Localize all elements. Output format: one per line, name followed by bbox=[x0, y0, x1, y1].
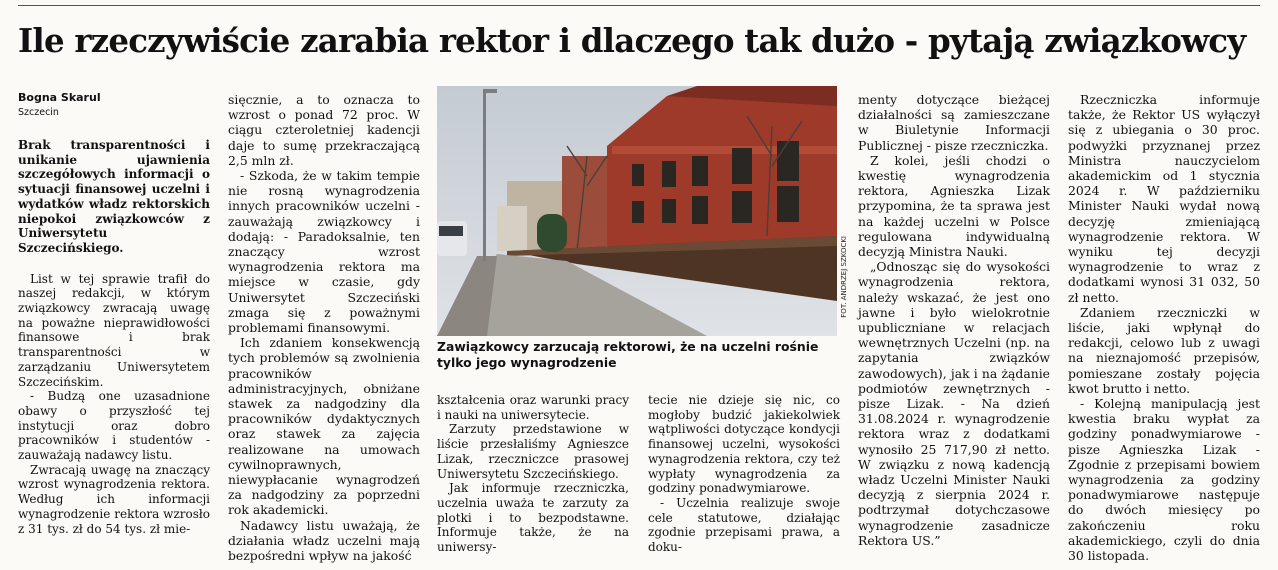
paragraph: Z kolei, jeśli chodzi o kwestię wynagrodzenia rektora, Agnieszka Lizak przypomina, że ta sprawa jest na każdej uczelni w Polsce regulowana indywidualną decyzją Ministra Nauki. bbox=[858, 152, 1050, 260]
paragraph: Jak informuje rzeczniczka, uczelnia uważa te zarzuty za plotki i to bezpodstawne. Informuje także, że na uniwersy- bbox=[437, 481, 629, 555]
paragraph: - Kolejną manipulacją jest kwestia braku wypłat za godziny ponadwymiarowe - pisze Agnieszka Lizak - Zgodnie z przepisami bowiem wynagrodzenia za godziny ponadwymiarowe następuje do dwóch miesięcy po zakończeniu roku akademickiego, czyli do dnia 30 listopada. bbox=[1068, 396, 1260, 564]
column-1 bbox=[18, 90, 210, 536]
paragraph: Nadawcy listu uważają, że działania władz uczelni mają bezpośredni wpływ na jakość bbox=[228, 517, 420, 564]
paragraph: Zarzuty przedstawione w liście przesłaliśmy Agnieszce Lizak, rzeczniczce prasowej Uniwersytetu Szczecińskiego. bbox=[437, 422, 629, 481]
column-6 bbox=[1068, 92, 1260, 563]
paragraph: sięcznie, a to oznacza to wzrost o ponad 72 proc. W ciągu czteroletniej kadencji daje to sumę przekraczającą 2,5 mln zł. bbox=[228, 92, 420, 168]
top-rule bbox=[18, 5, 1260, 6]
paragraph: menty dotyczące bieżącej działalności są zamieszczane w Biuletynie Informacji Publicznej - pisze rzeczniczka. bbox=[858, 92, 1050, 153]
paragraph: Ich zdaniem konsekwencją tych problemów są zwolnienia pracowników administracyjnych, obniżane stawek za nadgodziny dla pracowników dydaktycznych oraz stawek za zajęcia realizowane na umowach cywilnoprawnych, niewypłacanie wynagrodzeń za nadgodziny za poprzedni rok akademicki. bbox=[228, 335, 420, 518]
column-4 bbox=[648, 393, 840, 555]
paragraph: - Szkoda, że w takim tempie nie rosną wynagrodzenia innych pracowników uczelni - zauważają związkowcy i dodają: - Paradoksalnie, ten znaczący wzrost wynagrodzenia rektora ma miejsce w czasie, gdy Uniwersytet Szczeciński zmaga się z poważnymi problemami finansowymi. bbox=[228, 168, 420, 336]
paragraph: List w tej sprawie trafił do naszej redakcji, w którym związkowcy zwracają uwagę na poważne nieprawidłowości finansowe i brak transparentności w zarządzaniu Uniwersytetem Szczecińskim. bbox=[18, 271, 210, 389]
photo-caption: Zawiązkowcy zarzucają rektorowi, że na uczelni rośnie tylko jego wynagrodzenie bbox=[437, 339, 819, 370]
photo-credit: FOT. ANDRZEJ SZKOCKI bbox=[840, 236, 848, 318]
paragraph: tecie nie dzieje się nic, co mogłoby budzić jakiekolwiek wątpliwości dotyczące kondycji finansowej uczelni, wysokości wynagrodzenia rektora, czy też wypłaty wynagrodzenia za godziny ponadwymiarowe. bbox=[648, 393, 840, 496]
headline: Ile rzeczywiście zarabia rektor i dlaczego tak dużo - pytają związkowcy bbox=[18, 21, 1246, 60]
column-2 bbox=[228, 92, 420, 563]
author: Bogna Skarul bbox=[18, 91, 101, 104]
paragraph: - Uczelnia realizuje swoje cele statutowe, działając zgodnie przepisami prawa, a doku- bbox=[648, 495, 840, 555]
university-building-image bbox=[437, 86, 837, 336]
column-3 bbox=[437, 393, 629, 555]
column-5 bbox=[858, 92, 1050, 548]
paragraph: Zwracają uwagę na znaczący wzrost wynagrodzenia rektora. Według ich informacji wynagrodzenie rektora wzrosło z 31 tys. zł do 54 tys. zł mie- bbox=[18, 462, 210, 536]
paragraph: Zdaniem rzeczniczki w liście, jaki wpłynął do redakcji, celowo lub z uwagi na nieznajomość przepisów, pomieszane zostały pojęcia kwot brutto i netto. bbox=[1068, 304, 1260, 396]
lead-paragraph: Brak transparentności i unikanie ujawnienia szczegółowych informacji o sytuacji finansowej uczelni i wydatków władz rektorskich niepokoi związkowców z Uniwersytetu Szczecińskiego. bbox=[18, 138, 210, 255]
paragraph: Rzeczniczka informuje także, że Rektor US wyłączył się z ubiegania o 30 proc. podwyżki przyznanej przez Ministra nauczycielom akademickim od 1 stycznia 2024 r. W październiku Minister Nauki wydał nową decyzję zmieniającą wynagrodzenie rektora. W wyniku tej decyzji wynagrodzenie to wraz z dodatkami wynosi 31 032, 50 zł netto. bbox=[1068, 92, 1260, 305]
paragraph: - Budzą one uzasadnione obawy o przyszłość tej instytucji oraz dobro pracowników i studentów - zauważają nadawcy listu. bbox=[18, 389, 210, 463]
location: Szczecin bbox=[18, 107, 59, 118]
paragraph: kształcenia oraz warunki pracy i nauki na uniwersytecie. bbox=[437, 393, 629, 422]
photo bbox=[437, 86, 837, 336]
paragraph: „Odnosząc się do wysokości wynagrodzenia rektora, należy wskazać, że jest ono jawne i było wielokrotnie upubliczniane w relacjach wewnętrznych Uczelni (np. na zapytania związków zawodowych), jak i na żądanie podmiotów zewnętrznych - pisze Lizak. - Na dzień 31.08.2024 r. wynagrodzenie rektora wraz z dodatkami wynosiło 25 717,90 zł netto. W związku z nową kadencją władz Uczelni Minister Nauki decyzją z sierpnia 2024 r. podtrzymał dotychczasowe wynagrodzenie zasadnicze Rektora US.” bbox=[858, 259, 1050, 548]
